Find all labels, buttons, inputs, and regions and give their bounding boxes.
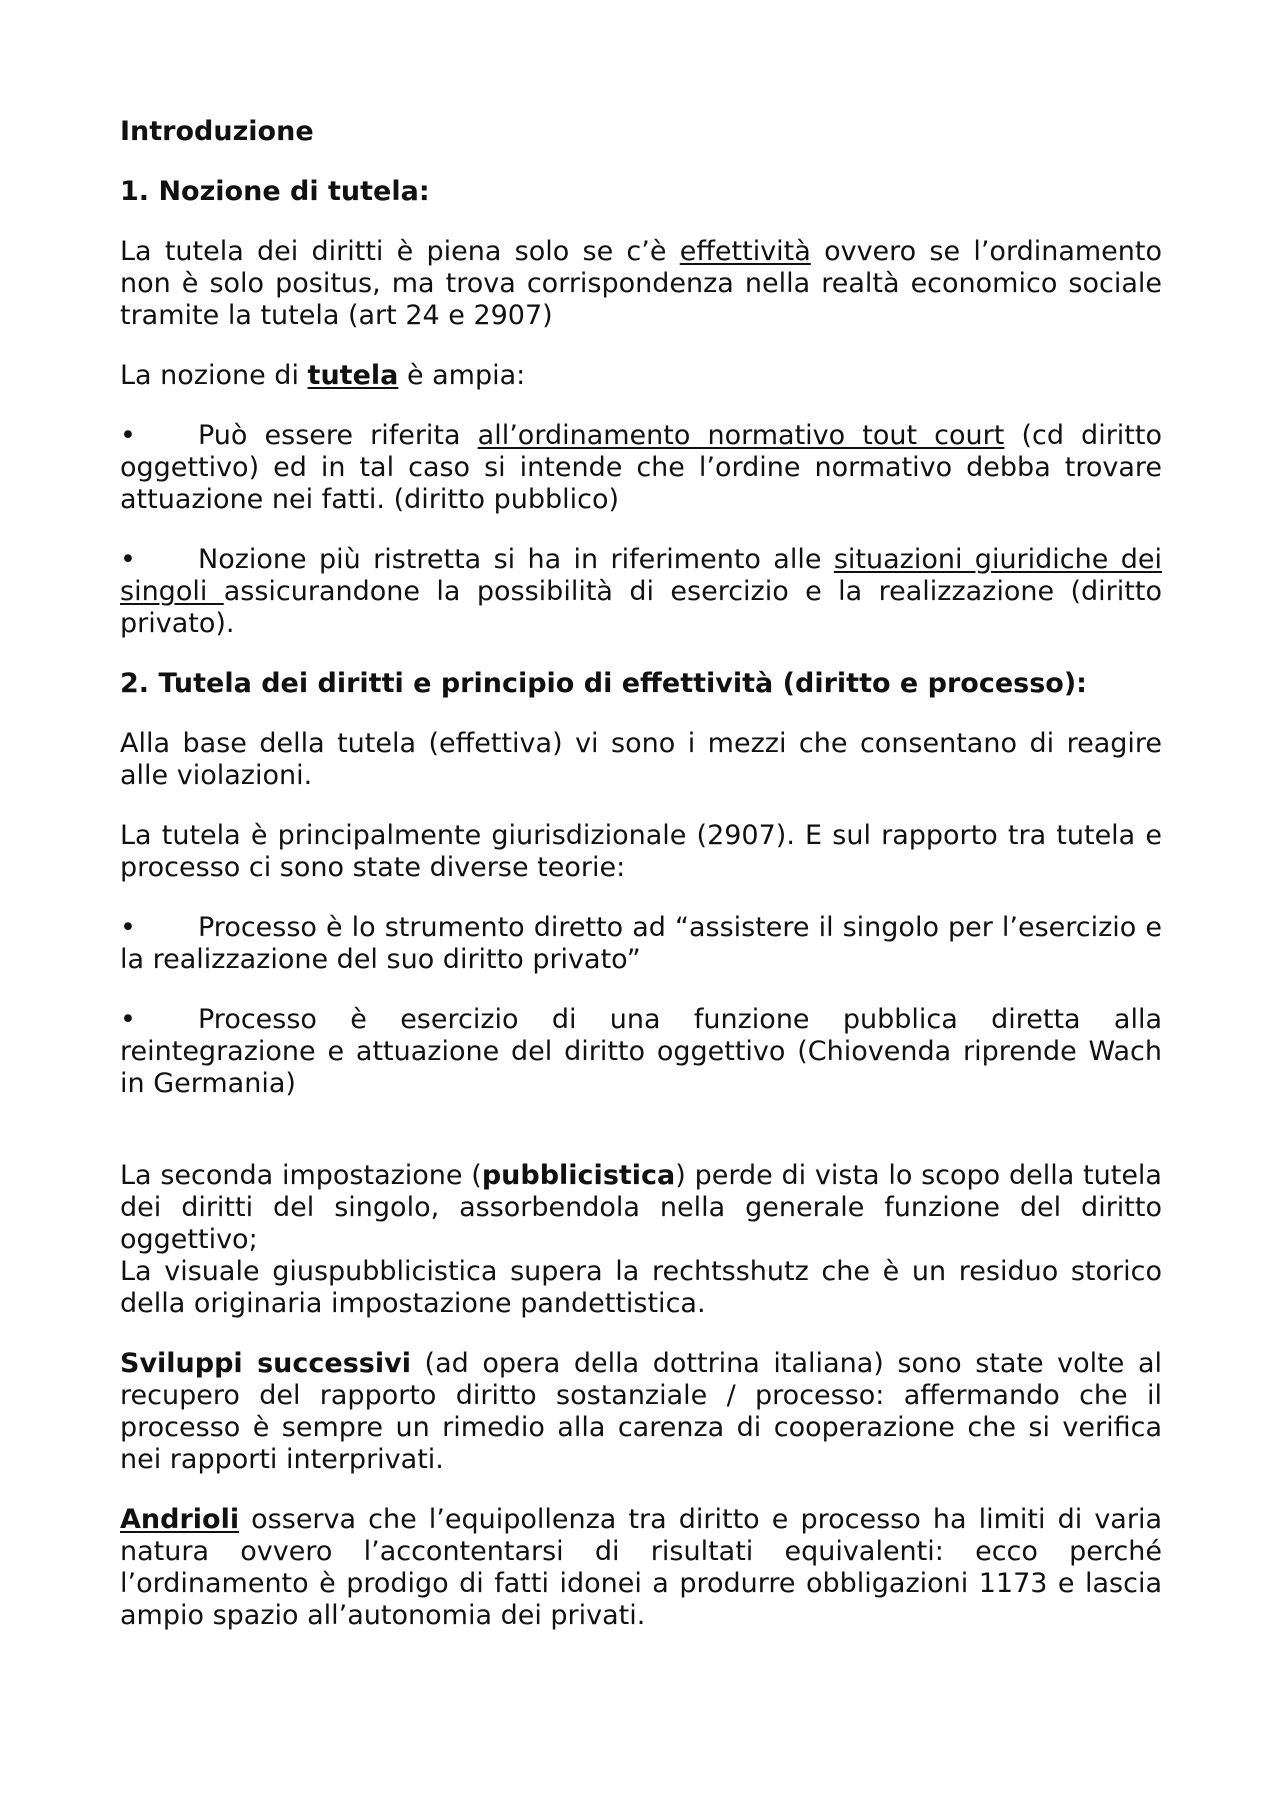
bullet-icon: • xyxy=(120,912,136,943)
bullet-icon: • xyxy=(120,1004,136,1035)
bold-term-sviluppi: Sviluppi successivi xyxy=(120,1348,411,1379)
section-2-paragraph-4: La visuale giuspubblicistica supera la rechtsshutz che è un residuo storico della originaria impostazione pandettistica. xyxy=(120,1256,1162,1319)
bold-term-andrioli: Andrioli xyxy=(120,1504,240,1535)
bullet-icon: • xyxy=(120,420,136,451)
text-run: ) perde di vista lo scopo della tutela dei diritti del singolo, assorbendola nella generale funzione del diritto oggettivo; xyxy=(120,1160,1162,1255)
text-run: Nozione più ristretta si ha in riferimento alle xyxy=(198,544,834,575)
text-run: La nozione di xyxy=(120,360,308,391)
section-1-paragraph-1 xyxy=(120,236,1162,332)
underlined-term-situazioni: situazioni giuridiche dei singoli xyxy=(120,544,1162,607)
section-2-paragraph-2: La tutela è principalmente giurisdizionale (2907). E sul rapporto tra tutela e processo ci sono state diverse teorie: xyxy=(120,820,1162,883)
section-2-heading: 2. Tutela dei diritti e principio di effettività (diritto e processo): xyxy=(120,668,1087,699)
text-run: osserva che l’equipollenza tra diritto e processo ha limiti di varia natura ovvero l’accontentarsi di risultati equivalenti: ecco perché l’ordinamento è prodigo di fatti idonei a produrre obbligazioni 1173 e lascia ampio spazio all’autonomia dei privati. xyxy=(120,1504,1162,1631)
document-title: Introduzione xyxy=(120,116,314,147)
section-1-bullet-1 xyxy=(120,420,1162,516)
bold-term-pubblicistica: pubblicistica xyxy=(481,1160,676,1191)
text-run: (ad opera della dottrina italiana) sono state volte al recupero del rapporto diritto sostanziale / processo: affermando che il processo è sempre un rimedio alla carenza di cooperazione che si verifica nei rapporti interprivati. xyxy=(120,1348,1163,1475)
section-1-bullet-2 xyxy=(120,544,1162,640)
text-run: Processo è lo strumento diretto ad “assistere il singolo per l’esercizio e la realizzazione del suo diritto privato” xyxy=(120,912,1162,975)
text-run: assicurandone la possibilità di esercizio e la realizzazione (diritto privato). xyxy=(120,576,1162,639)
section-2-bullet-1 xyxy=(120,912,1162,976)
section-1-heading: 1. Nozione di tutela: xyxy=(120,176,430,207)
section-2-paragraph-1: Alla base della tutela (effettiva) vi sono i mezzi che consentano di reagire alle violazioni. xyxy=(120,728,1162,791)
text-run: La seconda impostazione ( xyxy=(120,1160,482,1191)
text-run: è ampia: xyxy=(398,360,526,391)
bullet-icon: • xyxy=(120,544,136,575)
section-1-paragraph-2 xyxy=(120,360,1162,392)
document-page xyxy=(120,116,1162,1632)
text-run: (cd diritto oggettivo) ed in tal caso si intende che l’ordine normativo debba trovare attuazione nei fatti. (diritto pubblico) xyxy=(120,420,1162,515)
text-run: Processo è esercizio di una funzione pubblica diretta alla reintegrazione e attuazione del diritto oggettivo (Chiovenda riprende Wach in Germania) xyxy=(120,1004,1162,1099)
text-run: La tutela dei diritti è piena solo se c’è xyxy=(120,236,680,267)
bold-term-tutela: tutela xyxy=(307,360,399,391)
underlined-term-ordinamento: all’ordinamento normativo tout court xyxy=(477,420,1005,451)
section-2-paragraph-3 xyxy=(120,1160,1162,1256)
text-run: Può essere riferita xyxy=(198,420,478,451)
text-run: ovvero se l’ordinamento non è solo positus, ma trova corrispondenza nella realtà economico sociale tramite la tutela (art 24 e 2907) xyxy=(120,236,1162,331)
section-2-paragraph-5 xyxy=(120,1348,1162,1476)
underlined-term-effettivita: effettività xyxy=(679,236,811,267)
section-2-paragraph-6 xyxy=(120,1504,1162,1632)
section-2-bullet-2 xyxy=(120,1004,1162,1100)
